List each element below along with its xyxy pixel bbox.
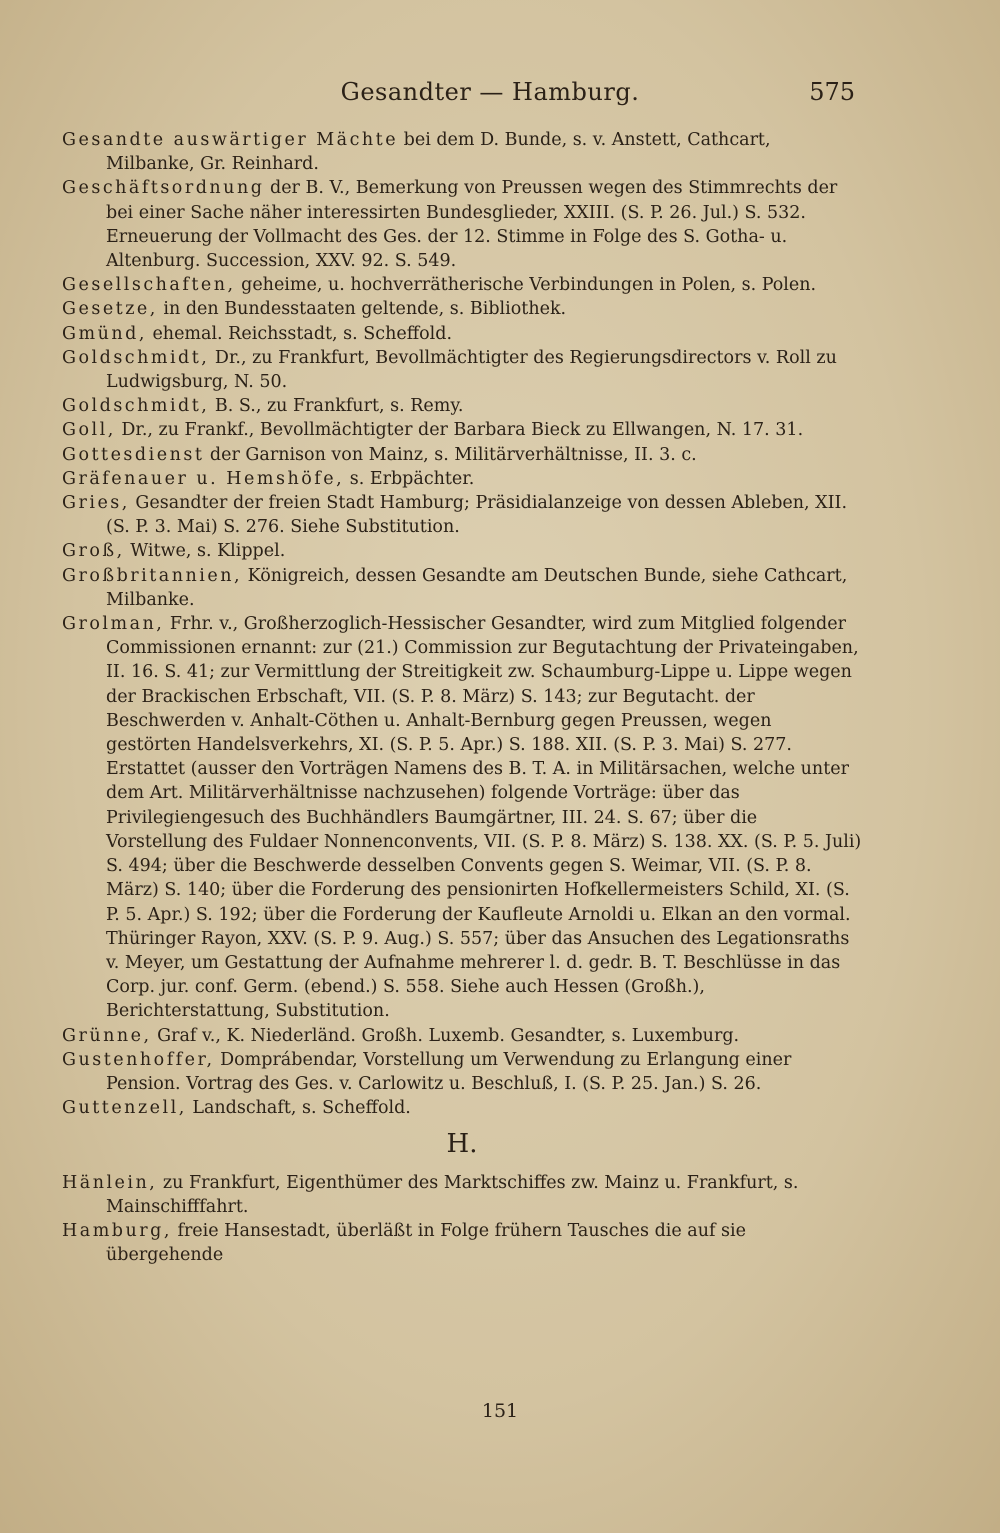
entry-keyword: Gustenhoffer, <box>62 1049 215 1070</box>
entry-keyword: Gesellschaften, <box>62 275 236 296</box>
entry-keyword: Gesandte auswärtiger Mächte <box>62 130 399 150</box>
index-entry <box>62 1048 862 1096</box>
index-entry <box>62 297 862 321</box>
entry-keyword: Gräfenauer u. Hemshöfe, <box>62 468 345 489</box>
entry-text: Domprábendar, Vorstellung um Verwendung zu Erlangung einer Pension. Vortrag des Ges. v. Carlowitz u. Beschluß, I. (S. P. 25. Jan.) S. 26. <box>106 1049 792 1094</box>
entry-text: ehemal. Reichsstadt, s. Scheffold. <box>146 323 453 344</box>
entry-keyword: Goll, <box>62 420 116 441</box>
index-entry <box>62 1219 862 1267</box>
entry-text: der B. V., Bemerkung von Preussen wegen des Stimmrechts der bei einer Sache näher interessirten Bundesglieder, XXIII. (S. P. 26. Jul.) S. 532. Erneuerung der Vollmacht des Ges. der 12. Stimme in Folge des S. Gotha- u. Altenburg. Succession, XXV. 92. S. 549. <box>106 178 838 272</box>
entry-text: Gesandter der freien Stadt Hamburg; Präsidialanzeige von dessen Ableben, XII. (S. P. 3. Mai) S. 276. Siehe Substitution. <box>106 493 848 538</box>
section-letter-h: H. <box>446 1129 478 1160</box>
entry-text: s. Erbpächter. <box>344 468 475 489</box>
entry-keyword: Grolman, <box>62 614 165 635</box>
index-entry <box>62 467 862 491</box>
index-entry <box>62 346 862 394</box>
entry-text: B. S., zu Frankfurt, s. Remy. <box>209 396 464 417</box>
page-number: 575 <box>809 78 855 106</box>
entry-text: bei dem D. Bunde, s. v. Anstett, Cathcart, Milbanke, Gr. Reinhard. <box>106 130 771 175</box>
entry-text: Witwe, s. Klippel. <box>124 541 286 562</box>
entries-section-h <box>62 1171 862 1268</box>
entry-keyword: Guttenzell, <box>62 1098 187 1119</box>
index-entry <box>62 491 862 539</box>
entry-keyword: Grünne, <box>62 1025 152 1046</box>
entry-text: geheime, u. hochverrätherische Verbindungen in Polen, s. Polen. <box>235 275 817 296</box>
index-entry <box>62 443 862 467</box>
running-head: Gesandter — Hamburg. <box>340 78 640 106</box>
entry-keyword: Großbritannien, <box>62 565 243 586</box>
index-entry <box>62 564 862 612</box>
page-header <box>0 78 1000 118</box>
entry-keyword: Gesetze, <box>62 299 158 320</box>
entry-keyword: Goldschmidt, <box>62 396 210 417</box>
index-entry <box>62 176 862 273</box>
entry-text: Dr., zu Frankfurt, Bevollmächtigter des Regierungsdirectors v. Roll zu Ludwigsburg, N. 50. <box>106 347 837 393</box>
index-entry <box>62 612 862 1023</box>
entry-keyword: Hänlein, <box>62 1172 158 1193</box>
index-column <box>62 128 862 1267</box>
index-entry <box>62 322 862 346</box>
entry-text: der Garnison von Mainz, s. Militärverhältnisse, II. 3. c. <box>204 444 697 465</box>
signature-mark: 151 <box>481 1400 519 1422</box>
entries-section-g <box>62 128 862 1120</box>
entry-keyword: Geschäftsordnung <box>62 178 265 199</box>
entry-keyword: Groß, <box>62 541 125 562</box>
index-entry <box>62 1171 862 1219</box>
index-entry <box>62 1024 862 1048</box>
entry-keyword: Gmünd, <box>62 323 147 344</box>
index-entry <box>62 394 862 418</box>
entry-keyword: Gries, <box>62 493 130 514</box>
entry-keyword: Goldschmidt, <box>62 347 210 368</box>
index-entry <box>62 1096 862 1120</box>
index-entry <box>62 273 862 297</box>
entry-text: Königreich, dessen Gesandte am Deutschen Bunde, siehe Cathcart, Milbanke. <box>106 565 848 610</box>
entry-text: zu Frankfurt, Eigenthümer des Marktschiffes zw. Mainz u. Frankfurt, s. Mainschifffahrt. <box>106 1172 799 1217</box>
entry-text: in den Bundesstaaten geltende, s. Bibliothek. <box>157 299 567 320</box>
entry-text: Graf v., K. Niederländ. Großh. Luxemb. Gesandter, s. Luxemburg. <box>151 1025 740 1046</box>
index-entry <box>62 539 862 563</box>
entry-text: Frhr. v., Großherzoglich-Hessischer Gesandter, wird zum Mitglied folgender Commissionen ernannt: zur (21.) Commission zur Begutachtung der Privateingaben, II. 16. S. 41; zur Vermittlung der Streitigkeit zw. Schaumburg-Lippe u. Lippe wegen der Brackischen Erbschaft, VII. (S. P. 8. März) S. 143; zur Begutacht. der Beschwerden v. Anhalt-Cöthen u. Anhalt-Bernburg gegen Preussen, wegen gestörten Handelsverkehrs, XI. (S. P. 5. Apr.) S. 188. XII. (S. P. 3. Mai) S. 277. Erstattet (ausser den Vorträgen Namens des B. T. A. in Militärsachen, welche unter dem Art. Militärverhältnisse nachzusehen) folgende Vorträge: über das Privilegiengesuch des Buchhändlers Baumgärtner, III. 24. S. 67; über die Vorstellung des Fuldaer Nonnenconvents, VII. (S. P. 8. März) S. 138. XX. (S. P. 5. Juli) S. 494; über die Beschwerde desselben Convents gegen S. Weimar, VII. (S. P. 8. März) S. 140; über die Forderung des pensionirten Hofkellermeisters Schild, XI. (S. P. 5. Apr.) S. 192; über die Forderung der Kaufleute Arnoldi u. Elkan an den vormal. Thüringer Rayon, XXV. (S. P. 9. Aug.) S. 557; über das Ansuchen des Legationsraths v. Meyer, um Gestattung der Aufnahme mehrerer l. d. gedr. B. T. Beschlüsse in das Corp. jur. conf. Germ. (ebend.) S. 558. Siehe auch Hessen (Großh.), Berichterstattung, Substitution. <box>106 614 862 1022</box>
entry-keyword: Hamburg, <box>62 1220 172 1241</box>
entry-text: Landschaft, s. Scheffold. <box>186 1098 411 1119</box>
entry-keyword: Gottesdienst <box>62 444 205 465</box>
entry-text: Dr., zu Frankf., Bevollmächtigter der Barbara Bieck zu Ellwangen, N. 17. 31. <box>115 420 804 441</box>
index-entry <box>62 128 862 176</box>
index-entry <box>62 418 862 442</box>
entry-text: freie Hansestadt, überläßt in Folge frühern Tausches die auf sie übergehende <box>106 1220 746 1266</box>
